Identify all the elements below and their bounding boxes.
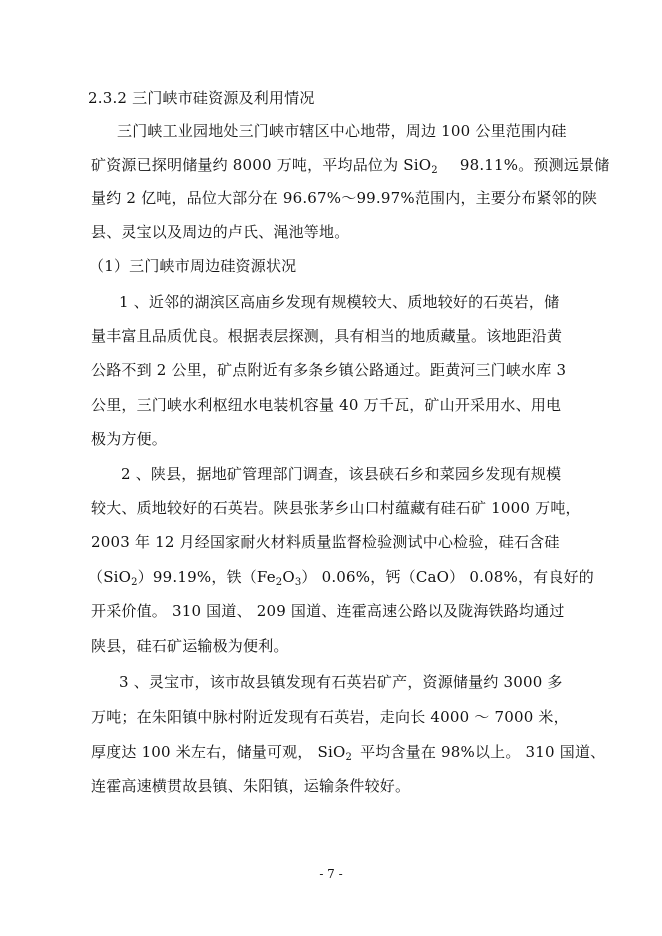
item3-line-3-text-b: 平均含量在 98%以上。 310 国道、	[360, 743, 606, 761]
item1-line-3: 公路不到 2 公里，矿点附近有多条乡镇公路通过。距黄河三门峡水库 3	[91, 361, 567, 379]
sio2-subscript: 2	[131, 577, 138, 588]
item2-line-3: 2003 年 12 月经国家耐火材料质量监督检验测试中心检验，硅石含硅	[91, 533, 560, 551]
sio2-subscript: 2	[345, 752, 353, 763]
item3-line-2: 万吨；在朱阳镇中脉村附近发现有石英岩，走向长 4000 ～ 7000 米，	[91, 708, 569, 726]
item2-line-4-text-d: ） 0.06%，钙（CaO） 0.08%，有良好的	[301, 568, 594, 586]
intro-line-4: 县、灵宝以及周边的卢氏、渑池等地。	[91, 223, 350, 241]
intro-line-3: 量约 2 亿吨，品位大部分在 96.67%～99.97%范围内，主要分布紧邻的陕	[91, 189, 598, 207]
item2-line-4	[88, 567, 594, 587]
fe2o3-subscript-2: 2	[275, 577, 283, 588]
intro-line-2	[91, 155, 609, 175]
subsection-heading: （1）三门峡市周边硅资源状况	[89, 257, 297, 275]
item2-line-4-text-b: ）99.19%，铁（Fe	[137, 568, 276, 586]
item2-line-6: 陕县，硅石矿运输极为便利。	[91, 637, 289, 655]
item3-line-4: 连霍高速横贯故县镇、朱阳镇，运输条件较好。	[91, 777, 411, 795]
section-heading: 2.3.2 三门峡市硅资源及利用情况	[88, 89, 315, 107]
item2-line-5: 开采价值。 310 国道、 209 国道、连霍高速公路以及陇海铁路均通过	[91, 602, 565, 620]
item1-line-1: 1 、近邻的湖滨区高庙乡发现有规模较大、质地较好的石英岩，储	[119, 293, 560, 311]
intro-line-1: 三门峡工业园地处三门峡市辖区中心地带，周边 100 公里范围内硅	[117, 122, 567, 140]
item2-line-4-text-a: （SiO	[88, 568, 132, 586]
item1-line-2: 量丰富且品质优良。根据表层探测，具有相当的地质藏量。该地距沿黄	[91, 327, 563, 345]
item1-line-4: 公里，三门峡水利枢纽水电装机容量 40 万千瓦，矿山开采用水、用电	[91, 396, 562, 414]
sio2-subscript: 2	[431, 165, 438, 176]
item3-line-1: 3 、灵宝市，该市故县镇发现有石英岩矿产，资源储量约 3000 多	[119, 673, 563, 691]
item3-line-3-text-a: 厚度达 100 米左右，储量可观， SiO	[91, 743, 346, 761]
item3-line-3	[91, 742, 605, 762]
fe2o3-subscript-3: 3	[294, 577, 302, 588]
item2-line-1: 2 、陕县，据地矿管理部门调查，该县硖石乡和菜园乡发现有规模	[121, 465, 562, 483]
intro-line-2-text-b: 98.11%。预测远景储	[459, 156, 610, 174]
page-number: - 7 -	[319, 867, 343, 881]
intro-line-2-text-a: 矿资源已探明储量约 8000 万吨，平均品位为 SiO	[91, 156, 432, 174]
item2-line-2: 较大、质地较好的石英岩。陕县张茅乡山口村蕴藏有硅石矿 1000 万吨，	[91, 499, 581, 517]
item2-line-4-text-c: O	[282, 568, 295, 586]
item1-line-5: 极为方便。	[91, 430, 168, 448]
